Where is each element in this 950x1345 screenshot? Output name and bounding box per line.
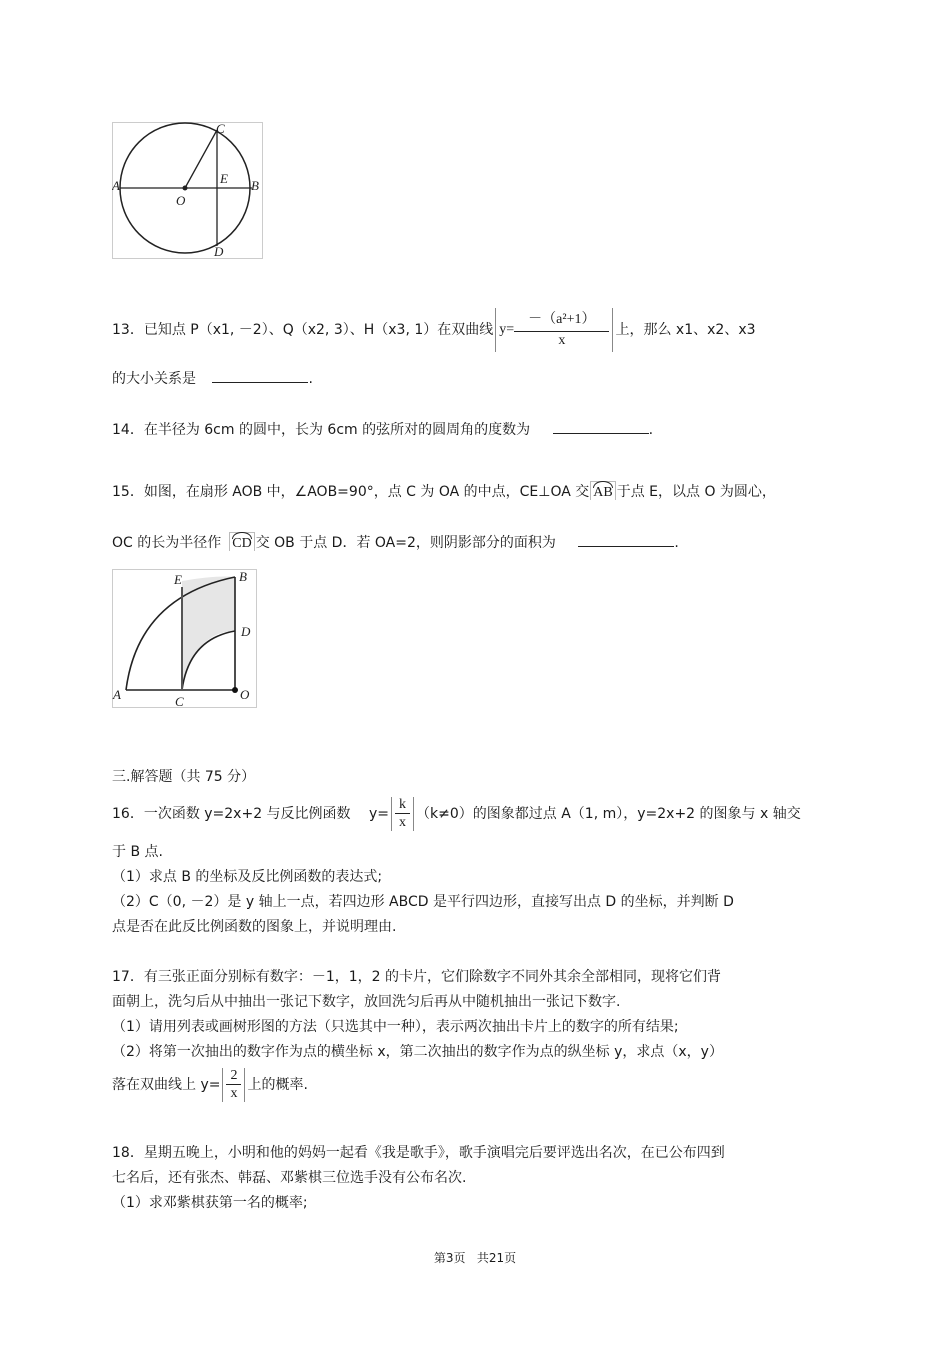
q15-end: . (674, 535, 679, 551)
point-o-dot (232, 687, 238, 693)
label-b: B (251, 178, 259, 193)
q17-frac-num: 2 (226, 1068, 241, 1085)
q13-end: . (308, 371, 313, 387)
q16-line5: 点是否在此反比例函数的图象上，并说明理由. (112, 919, 397, 935)
figure-circle (112, 122, 264, 260)
q13-frac-y: y= (499, 322, 515, 337)
q15-arc-cd (229, 532, 254, 551)
q15-line2 (112, 532, 679, 552)
label-o: O (176, 193, 186, 208)
q16-text-b: （k≠0）的图象都过点 A（1, m），y=2x+2 的图象与 x 轴交 (416, 805, 801, 822)
q13-frac-num: －（a²+1） (514, 312, 609, 331)
q15-answer-blank[interactable] (578, 532, 674, 547)
label-e: E (220, 171, 228, 186)
label-b: B (239, 569, 247, 584)
page-footer: 第3页 共21页 (433, 1251, 517, 1265)
center-dot (183, 186, 188, 191)
q17-line1: 17．有三张正面分别标有数字：－1，1，2 的卡片，它们除数字不同外其余全部相同，现将它们背 (112, 969, 721, 985)
q16-line2: 于 B 点. (112, 844, 163, 860)
q13-answer-blank[interactable] (212, 368, 308, 383)
q15-arc-ab (590, 481, 615, 500)
q16-line1 (112, 797, 801, 831)
label-o: O (240, 687, 250, 702)
radius-oc (185, 130, 217, 188)
q17-frac-den: x (230, 1086, 238, 1102)
q16-line4: （2）C（0, －2）是 y 轴上一点，若四边形 ABCD 是平行四边形，直接写出点 D 的坐标，并判断 D (112, 894, 734, 910)
q17-line2: 面朝上，洗匀后从中抽出一张记下数字，放回洗匀后再从中随机抽出一张记下数字. (112, 994, 621, 1010)
q14-line (112, 419, 653, 439)
label-c: C (216, 122, 225, 136)
q15-arc-ab-label: AB (593, 485, 613, 500)
figure-frame (113, 123, 263, 259)
q15-text-d: 交 OB 于点 D．若 OA=2，则阴影部分的面积为 (255, 535, 556, 551)
section-title: 三.解答题（共 75 分） (112, 769, 256, 785)
q15-arc-cd-label: CD (232, 536, 252, 551)
q15-text-a: 15．如图，在扇形 AOB 中，∠AOB=90°，点 C 为 OA 的中点，CE⊥OA 交 (112, 484, 590, 500)
q13-fraction (495, 308, 613, 352)
q13-text-c: 的大小关系是 (112, 371, 196, 387)
q14-end: . (648, 422, 654, 438)
arc-symbol-icon (232, 532, 251, 539)
q15-text-c: OC 的长为半径作 (112, 535, 222, 551)
q17-text-b: 上的概率. (247, 1076, 308, 1093)
q13-text-b: 上，那么 x1、x2、x3 (615, 322, 756, 338)
label-e: E (174, 572, 182, 587)
q18-line1: 18．星期五晚上，小明和他的妈妈一起看《我是歌手》，歌手演唱完后要评选出名次，在已公布四到 (112, 1145, 725, 1161)
q16-frac-y: y= (369, 805, 390, 822)
figure-sector (112, 569, 258, 711)
q16-line3: （1）求点 B 的坐标及反比例函数的表达式; (112, 869, 383, 885)
label-c: C (175, 694, 184, 709)
q18-line3: （1）求邓紫棋获第一名的概率; (112, 1195, 308, 1211)
q13-line1 (112, 308, 756, 352)
q13-text-a: 13．已知点 P（x1, －2）、Q（x2, 3）、H（x3, 1）在双曲线 (112, 322, 494, 338)
arc-symbol-icon (593, 481, 612, 488)
q17-line5 (112, 1068, 308, 1102)
label-d: D (214, 244, 224, 259)
q17-line3: （1）请用列表或画树形图的方法（只选其中一种），表示两次抽出卡片上的数字的所有结果; (112, 1019, 679, 1035)
q15-line1 (112, 481, 776, 501)
q14-answer-blank[interactable] (553, 419, 649, 434)
q13-line2 (112, 368, 313, 388)
label-d: D (241, 624, 251, 639)
q17-fraction (222, 1068, 245, 1102)
q14-text: 14．在半径为 6cm 的圆中，长为 6cm 的弦所对的圆周角的度数为 (112, 422, 531, 438)
q17-text-a: 落在双曲线上 y= (112, 1076, 221, 1093)
q15-text-b: 于点 E，以点 O 为圆心， (616, 484, 776, 500)
label-a: A (113, 687, 121, 702)
q16-frac-den: x (399, 815, 407, 831)
q18-line2: 七名后，还有张杰、韩磊、邓紫棋三位选手没有公布名次. (112, 1170, 467, 1186)
label-a: A (112, 178, 120, 193)
q16-text-a: 16．一次函数 y=2x+2 与反比例函数 (112, 805, 351, 822)
q13-frac-den: x (558, 332, 566, 348)
q17-line4: （2）将第一次抽出的数字作为点的横坐标 x，第二次抽出的数字作为点的纵坐标 y，求点（x，y） (112, 1044, 723, 1060)
q16-frac-num: k (395, 797, 410, 814)
q16-fraction (391, 797, 414, 831)
